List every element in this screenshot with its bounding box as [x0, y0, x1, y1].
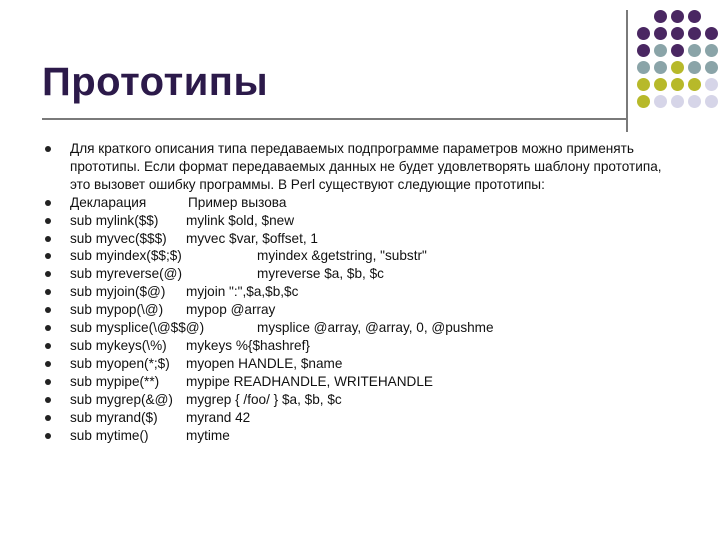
call-example: myindex &getstring, "substr": [257, 248, 427, 264]
bullet-icon: [45, 289, 51, 295]
declaration: sub mygrep(&@): [70, 391, 173, 407]
declaration: sub mykeys(\%): [70, 337, 167, 353]
decorative-dot-grid: [637, 10, 719, 109]
dot-teal: [705, 61, 718, 74]
call-example: mygrep { /foo/ } $a, $b, $c: [186, 391, 342, 407]
bullet-item: [44, 319, 684, 337]
call-example: mylink $old, $new: [186, 212, 295, 228]
declaration: sub myjoin($@): [70, 284, 166, 300]
bullet-item: [44, 373, 684, 391]
declaration: sub mytime(): [70, 427, 149, 443]
bullet-icon: [45, 253, 51, 259]
dot-lavender: [654, 95, 667, 108]
bullet-item: [44, 247, 684, 265]
title-divider: [42, 118, 627, 120]
bullet-item: [44, 301, 684, 319]
bullet-icon: [45, 379, 51, 385]
bullet-item: [44, 409, 684, 427]
declaration: sub myreverse(@): [70, 266, 182, 282]
bullet-list: [44, 140, 684, 444]
declaration: sub myrand($): [70, 409, 158, 425]
bullet-icon: [45, 200, 51, 206]
call-example: mypop @array: [186, 302, 276, 318]
call-example: myjoin ":",$a,$b,$c: [186, 284, 299, 300]
declaration: sub myopen(*;$): [70, 355, 170, 371]
call-example: Пример вызова: [188, 194, 287, 210]
dot-lavender: [671, 95, 684, 108]
dot-olive: [671, 78, 684, 91]
bullet-icon: [45, 218, 51, 224]
dot-lavender: [688, 95, 701, 108]
dot-purple: [671, 10, 684, 23]
bullet-icon: [45, 433, 51, 439]
dot-purple: [637, 27, 650, 40]
dot-purple: [654, 10, 667, 23]
slide-title: Прототипы: [42, 60, 269, 104]
dot-teal: [688, 61, 701, 74]
bullet-icon: [45, 361, 51, 367]
declaration: sub mysplice(\@$$@): [70, 320, 205, 336]
dot-olive: [637, 78, 650, 91]
declaration: sub myvec($$$): [70, 230, 167, 246]
declaration: sub myindex($$;$): [70, 248, 182, 264]
dot-lavender: [705, 78, 718, 91]
bullet-item-intro: [44, 140, 684, 194]
dot-olive: [688, 78, 701, 91]
dot-teal: [637, 61, 650, 74]
declaration: sub mypop(\@): [70, 302, 164, 318]
dot-lavender: [705, 95, 718, 108]
bullet-item: [44, 265, 684, 283]
call-example: mypipe READHANDLE, WRITEHANDLE: [186, 373, 434, 389]
dot-purple: [637, 44, 650, 57]
call-example: myvec $var, $offset, 1: [186, 230, 318, 246]
call-example: myreverse $a, $b, $c: [257, 266, 384, 282]
bullet-icon: [45, 236, 51, 242]
dot-olive: [654, 78, 667, 91]
dot-teal: [654, 61, 667, 74]
dot-purple: [705, 27, 718, 40]
dot-empty: [705, 10, 718, 23]
bullet-item: [44, 194, 684, 212]
dot-teal: [654, 44, 667, 57]
bullet-item: [44, 212, 684, 230]
bullet-icon: [45, 325, 51, 331]
call-example: mysplice @array, @array, 0, @pushme: [257, 320, 494, 336]
bullet-item: [44, 283, 684, 301]
dot-purple: [671, 27, 684, 40]
declaration: sub mylink($$): [70, 212, 159, 228]
bullet-icon: [45, 415, 51, 421]
bullet-item: [44, 355, 684, 373]
dot-empty: [637, 10, 650, 23]
bullet-icon: [45, 343, 51, 349]
bullet-icon: [45, 271, 51, 277]
call-example: myopen HANDLE, $name: [186, 355, 343, 371]
bullet-icon: [45, 307, 51, 313]
dot-purple: [654, 27, 667, 40]
call-example: myrand 42: [186, 409, 251, 425]
intro-text: Для краткого описания типа передаваемых подпрограмме параметров можно применять прототипы. Если формат передаваемых данных не будет удовлетворять шаблону прототипа, это вызовет ошибку программы. В Perl существуют следующие прототипы:: [70, 141, 662, 192]
call-example: mytime: [186, 427, 230, 443]
bullet-item: [44, 230, 684, 248]
dot-purple: [688, 27, 701, 40]
dot-olive: [671, 61, 684, 74]
call-example: mykeys %{$hashref}: [186, 337, 310, 353]
dot-teal: [705, 44, 718, 57]
vertical-divider: [626, 10, 628, 132]
dot-teal: [688, 44, 701, 57]
declaration: sub mypipe(**): [70, 373, 160, 389]
bullet-item: [44, 427, 684, 445]
bullet-icon: [45, 146, 51, 152]
declaration: Декларация: [70, 194, 147, 210]
dot-purple: [671, 44, 684, 57]
bullet-item: [44, 337, 684, 355]
bullet-icon: [45, 397, 51, 403]
dot-purple: [688, 10, 701, 23]
dot-olive: [637, 95, 650, 108]
bullet-item: [44, 391, 684, 409]
